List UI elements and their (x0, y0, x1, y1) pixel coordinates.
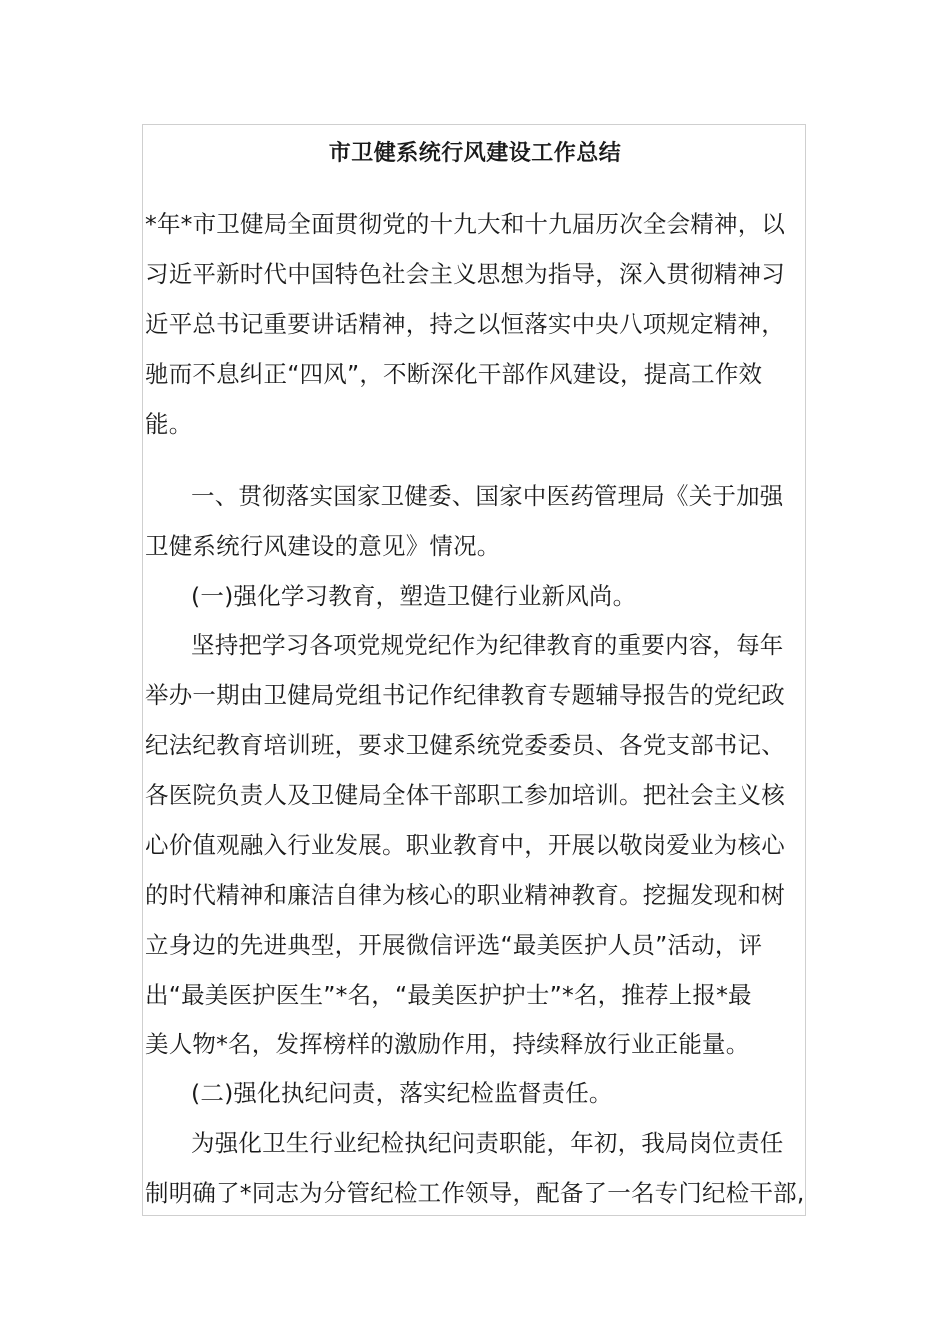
body-line: 立身边的先进典型，开展微信评选“最美医护人员”活动，评 (145, 931, 763, 959)
body-line: 制明确了*同志为分管纪检工作领导，配备了一名专门纪检干部, (145, 1179, 805, 1207)
body-line: 举办一期由卫健局党组书记作纪律教育专题辅导报告的党纪政 (145, 681, 785, 709)
body-line: 的时代精神和廉洁自律为核心的职业精神教育。挖掘发现和树 (145, 881, 785, 909)
document-title: 市卫健系统行风建设工作总结 (328, 141, 622, 166)
subsection-heading: (一)强化学习教育，塑造卫健行业新风尚。 (191, 582, 637, 610)
body-line: *年*市卫健局全面贯彻党的十九大和十九届历次全会精神，以 (145, 210, 786, 238)
body-line: 各医院负责人及卫健局全体干部职工参加培训。把社会主义核 (145, 781, 785, 809)
subsection-heading: (二)强化执纪问责，落实纪检监督责任。 (191, 1079, 613, 1107)
body-line: 美人物*名，发挥榜样的激励作用，持续释放行业正能量。 (145, 1030, 750, 1058)
body-line: 出“最美医护医生”*名，“最美医护护士”*名，推荐上报*最 (145, 981, 752, 1009)
body-line: 纪法纪教育培训班，要求卫健系统党委委员、各党支部书记、 (145, 731, 785, 759)
body-line: 为强化卫生行业纪检执纪问责职能，年初，我局岗位责任 (191, 1129, 784, 1157)
body-line: 近平总书记重要讲话精神，持之以恒落实中央八项规定精神， (145, 310, 785, 338)
document-page (142, 124, 806, 1216)
body-line: 习近平新时代中国特色社会主义思想为指导，深入贯彻精神习 (145, 260, 785, 288)
section-heading: 一、贯彻落实国家卫健委、国家中医药管理局《关于加强 (191, 482, 784, 510)
body-line: 心价值观融入行业发展。职业教育中，开展以敬岗爱业为核心 (145, 831, 785, 859)
body-line: 能。 (145, 410, 193, 438)
section-heading: 卫健系统行风建设的意见》情况。 (145, 532, 501, 560)
body-line: 驰而不息纠正“四风”，不断深化干部作风建设，提高工作效 (145, 360, 763, 388)
body-line: 坚持把学习各项党规党纪作为纪律教育的重要内容，每年 (191, 631, 784, 659)
